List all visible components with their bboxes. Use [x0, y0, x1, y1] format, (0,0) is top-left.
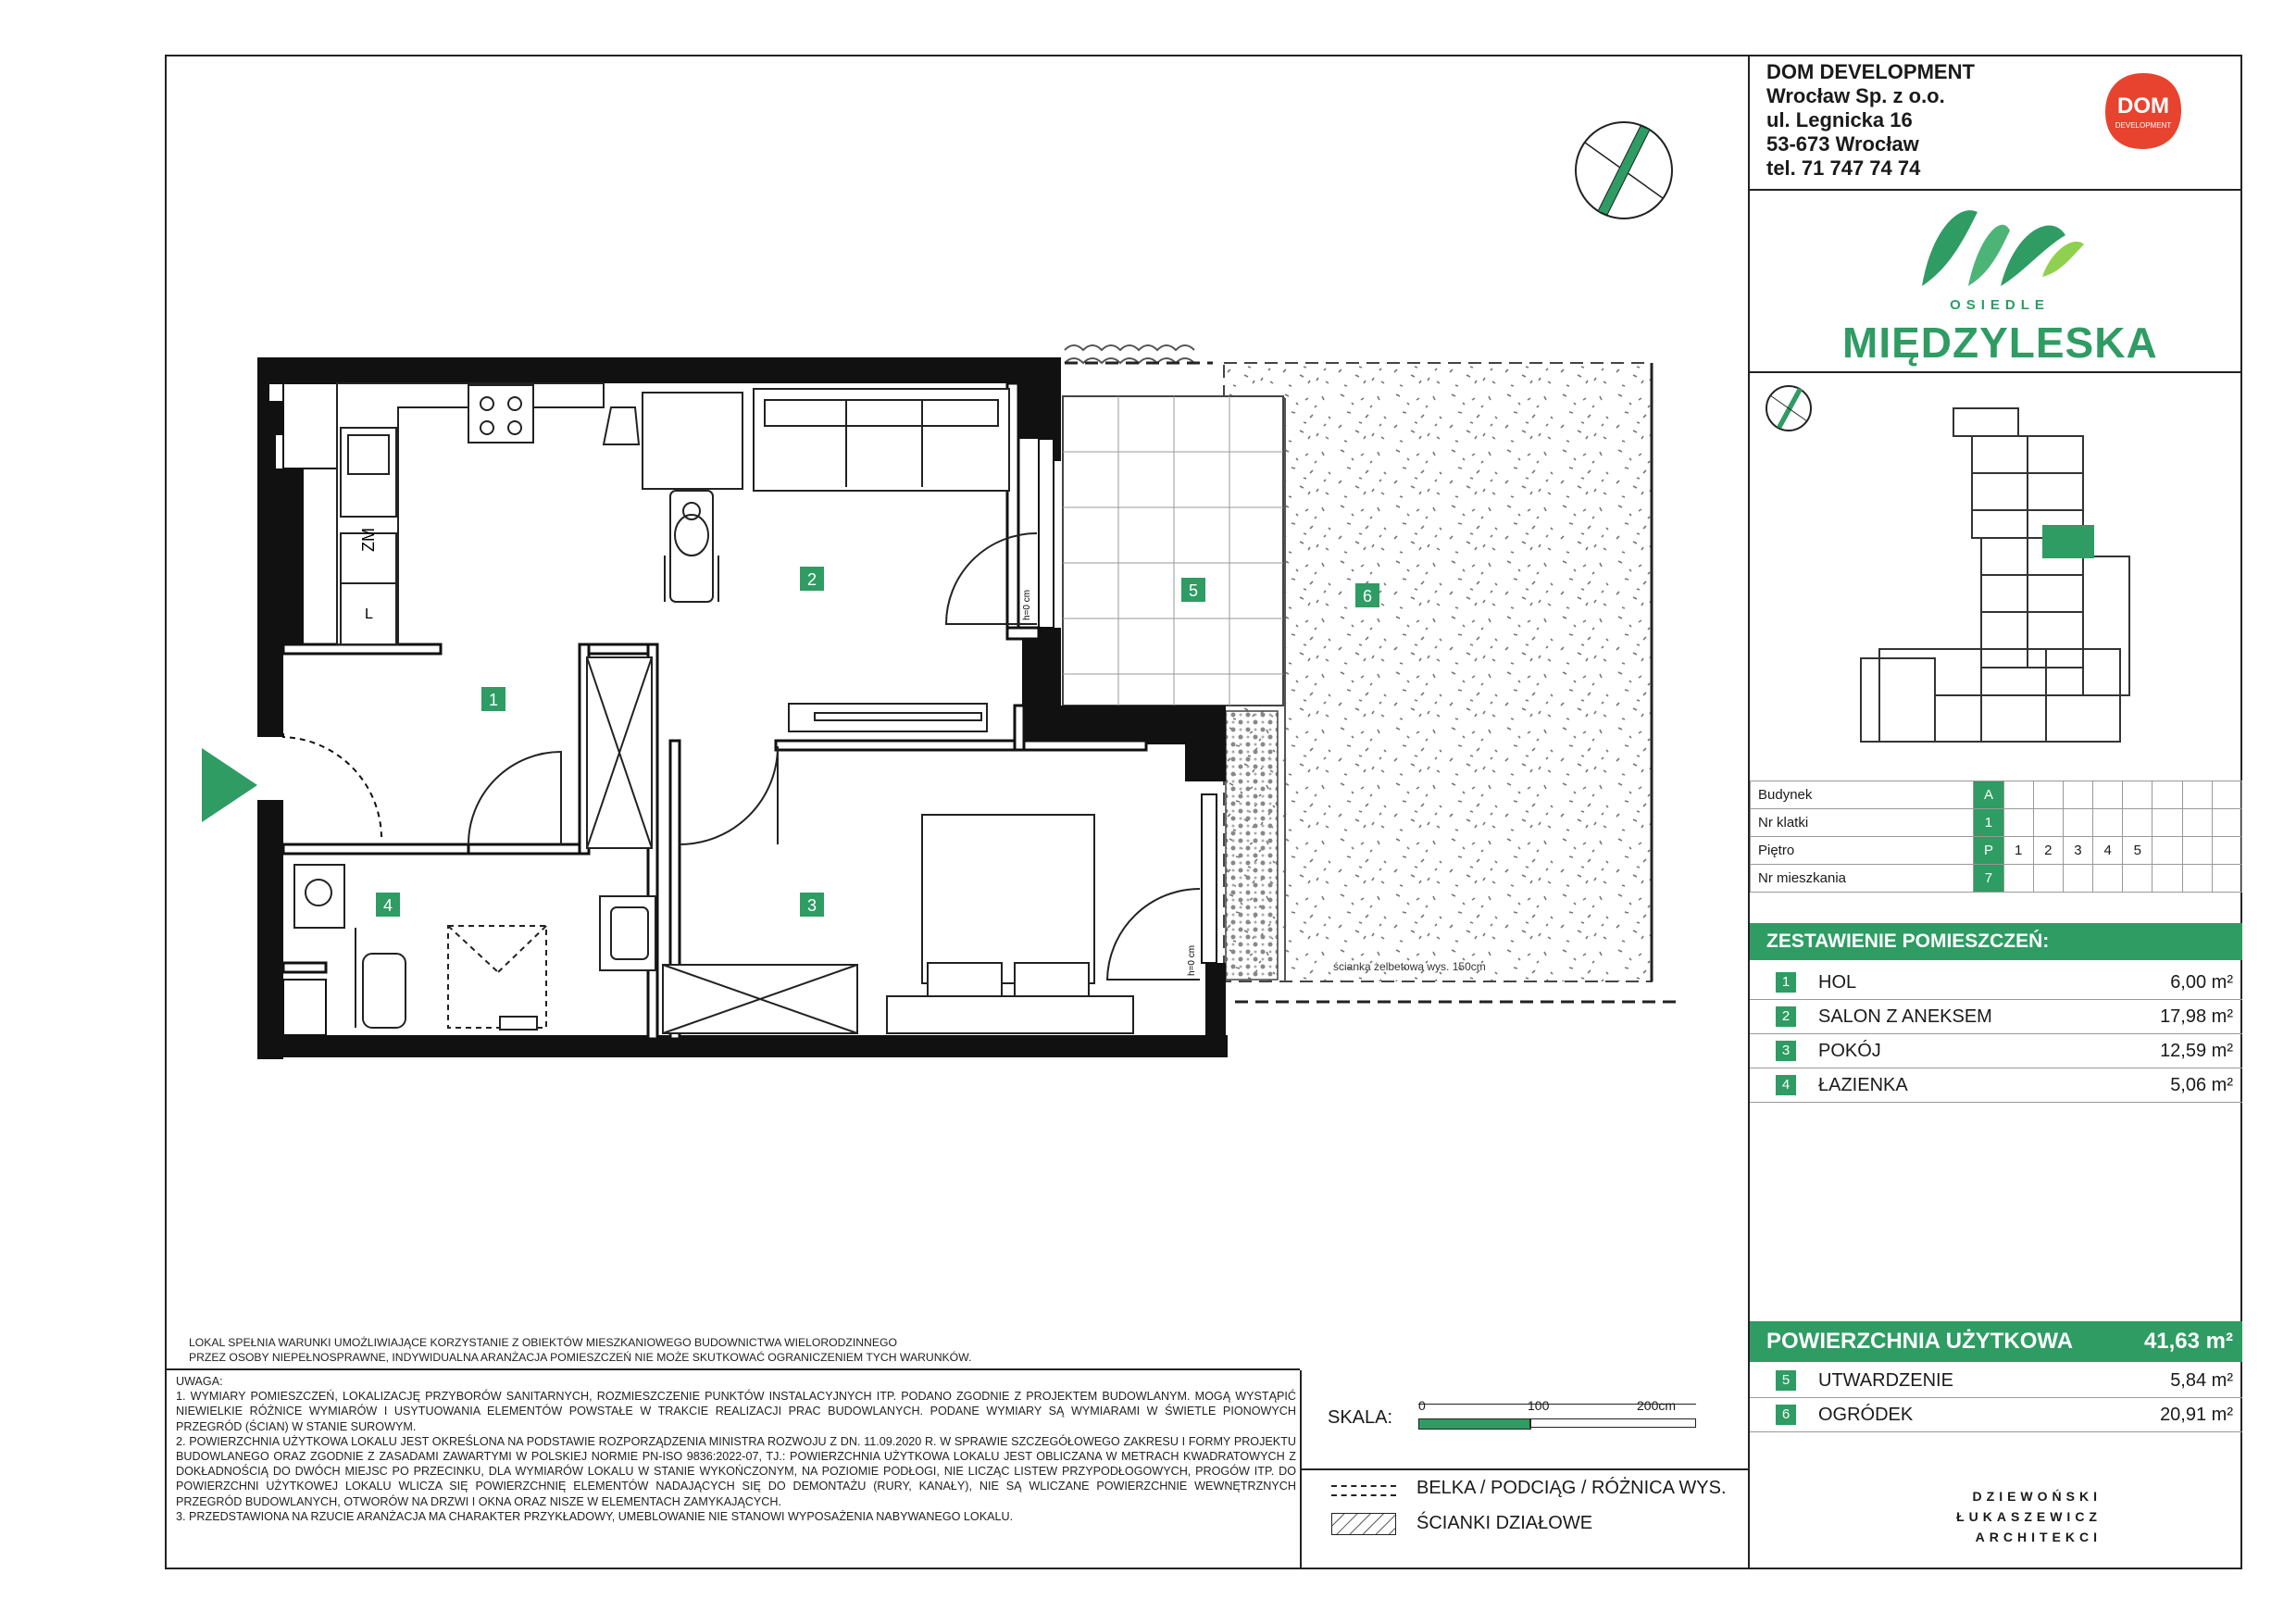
legend: SKALA: 0 100 200cm BELKA / PODCIĄG / RÓŻNICA WYS. ŚCIANKI DZIAŁOWE: [1300, 1370, 1748, 1569]
kitchen: [337, 383, 639, 644]
door-height-2: h=0 cm: [1187, 944, 1197, 976]
room-row: 2 SALON Z ANEKSEM 17,98 m²: [1750, 1000, 2242, 1034]
unit-info-table: Budynek A Nr klatki 1 Piętro P 1 2 3 4 5 Nr mieszkania 7: [1750, 781, 2242, 893]
entrance-arrow-icon: [202, 748, 257, 822]
fridge-label: ZM: [359, 528, 378, 552]
osiedle-logo-icon: [1913, 194, 2089, 295]
dining-table: [643, 393, 742, 489]
accessibility-note: LOKAL SPEŁNIA WARUNKI UMOŻLIWIAJĄCE KORZYSTANIE Z OBIEKTÓW MIESZKANIOWEGO BUDOWNICTWA WIELORODZINNEGO PRZEZ OSOBY NIEPEŁNOSPRAWNE, INDYWIDUALNA ARANŻACJA POMIESZCZEŃ NIE MOŻE SKUTKOWAĆ OGRANICZENIEM TYCH WARUNKÓW.: [189, 1336, 972, 1364]
low-wall: [1226, 711, 1278, 980]
remarks: UWAGA: 1. WYMIARY POMIESZCZEŃ, LOKALIZACJĘ PRZYBORÓW SANITARNYCH, ROZMIESZCZENIE PUNKTÓW INSTALACYJNYCH ITP. PODANO ZGODNIE Z PROJEKTEM BUDOWLANYM. MOGĄ WYSTĄPIĆ NIEWIELKIE RÓŻNICE WYMIARÓW I USYTUOWANIA ELEMENTÓW POWSTAŁE W TRAKCIE REALIZACJI PRAC BUDOWLANYCH. PODANE WYMIARY SĄ WYMIARAMI W ŚWIETLE PIONOWYCH PRZEGRÓD (ŚCIAN) W STANIE SUROWYM. 2. POWIERZCHNIA UŻYTKOWA LOKALU JEST OKREŚLONA NA PODSTAWIE ROZPORZĄDZENIA MINISTRA ROZWOJU Z DN. 11.09.2020 R. W SPRAWIE SZCZEGÓŁOWEGO ZAKRESU I FORMY PROJEKTU BUDOWLANEGO ORAZ ZGODNIE Z ZASADAMI ZAWARTYMI W POLSKIEJ NORMIE PN-ISO 9836:2022-07, TJ.: POWIERZCHNIA UŻYTKOWA LOKALU JEST OBLICZANA W METRACH KWADRATOWYCH Z DOKŁADNOŚCIĄ DO DWÓCH MIEJSC PO PRZECINKU, DLA WYMIARÓW LOKALU W STANIE WYKOŃCZONYM, NA POZIOMIE PODŁOGI, NIE LICZĄC LISTEW PRZYPODŁOGOWYCH, PROGÓW ITP. DO POWIERZCHNI UŻYTKOWEJ LOKALU WLICZA SIĘ POWIERZCHNIĘ ELEMENTÓW NADAJĄCYCH SIĘ DO DEMONTAŻU (RURY, KANAŁY), NIE SĄ WLICZANE POWIERZCHNIE WEWNĘTRZNYCH PRZEGRÓD BUDOWLANYCH, OTWORÓW NA DRZWI I OKNA ORAZ NISZE W ELEMENTACH ZAMYKAJĄCYCH. 3. PRZEDSTAWIONA NA RZUCIE ARANŻACJA MA CHARAKTER PRZYKŁADOWY, UMEBLOWANIE NIE STANOWI WYPOSAŻENIA NABYWANEGO LOKALU.: [176, 1375, 1296, 1523]
usable-area-bar: POWIERZCHNIA UŻYTKOWA 41,63 m²: [1750, 1321, 2242, 1362]
wardrobe: [587, 657, 652, 848]
room-row: 1 HOL 6,00 m²: [1750, 966, 2242, 1000]
scale-label: SKALA:: [1328, 1407, 1393, 1428]
room-tag-1: 1: [488, 691, 499, 709]
key-plan: [1759, 381, 2240, 769]
wall-note: ścianka żelbetowa wys. 150cm: [1333, 960, 1486, 973]
legend-beam: BELKA / PODCIĄG / RÓŻNICA WYS.: [1416, 1478, 1727, 1498]
room-row: 4 ŁAZIENKA 5,06 m²: [1750, 1068, 2242, 1103]
brand-name: MIĘDZYLESKA: [1842, 319, 2158, 367]
room-tag-4: 4: [382, 896, 393, 915]
wheelchair-icon: [665, 491, 718, 602]
architect-stamp: DZIEWOŃSKI ŁUKASZEWICZ ARCHITEKCI: [1956, 1489, 2102, 1544]
bedroom-furniture: [663, 815, 1133, 1033]
door-height-1: h=0 cm: [1022, 589, 1032, 620]
extra-row: 6 OGRÓDEK 20,91 m²: [1750, 1398, 2242, 1432]
room-row: 3 POKÓJ 12,59 m²: [1750, 1034, 2242, 1068]
company-address: DOM DEVELOPMENT Wrocław Sp. z o.o. ul. Legnicka 16 53-673 Wrocław tel. 71 747 74 74: [1766, 60, 1975, 180]
room-tag-6: 6: [1362, 587, 1373, 606]
extra-row: 5 UTWARDZENIE 5,84 m²: [1750, 1364, 2242, 1398]
legend-partitions: ŚCIANKI DZIAŁOWE: [1416, 1513, 1593, 1533]
tv-console: [789, 704, 987, 731]
notes-divider: [165, 1368, 1300, 1370]
sofa: [754, 389, 1009, 491]
room-tag-5: 5: [1188, 581, 1199, 600]
bathroom-fixtures: [294, 865, 655, 1030]
partition-hatch-icon: [1331, 1513, 1396, 1535]
brand-prefix: OSIEDLE: [1950, 297, 2050, 313]
garden-area: [1224, 363, 1652, 981]
dishwasher-label: L: [365, 606, 373, 622]
terrace-tiles: [1063, 345, 1283, 706]
compass-icon: [1576, 122, 1672, 219]
room-tag-2: 2: [806, 570, 817, 589]
beam-line-icon: [1331, 1485, 1396, 1487]
room-tag-3: 3: [806, 896, 817, 915]
scale-bar: [1418, 1418, 1531, 1430]
info-sidebar: DOM DEVELOPMENT Wrocław Sp. z o.o. ul. Legnicka 16 53-673 Wrocław tel. 71 747 74 74 DOM DEVELOPMENT OSIEDLE MIĘDZYLESKA Budynek A Nr klatki 1 Piętro P 1 2 3 4 5 Nr mieszkania 7 ZESTAWIENIE POMIESZCZEŃ: 1 HOL 6,00 m² 2 SALON Z ANEKSEM 17,98 m² 3 POKÓJ 12,59 m² 4 ŁAZIENKA 5,06 m² POWIERZCHNIA UŻYTKOWA 41,63 m² 5 UTWARDZENIE 5,84 m² 6 OGRÓDEK 20,91 m² DZIEWOŃSKI ŁUKASZEWICZ ARCHITEKCI: [1748, 55, 2242, 1569]
rooms-header: ZESTAWIENIE POMIESZCZEŃ:: [1750, 923, 2242, 960]
